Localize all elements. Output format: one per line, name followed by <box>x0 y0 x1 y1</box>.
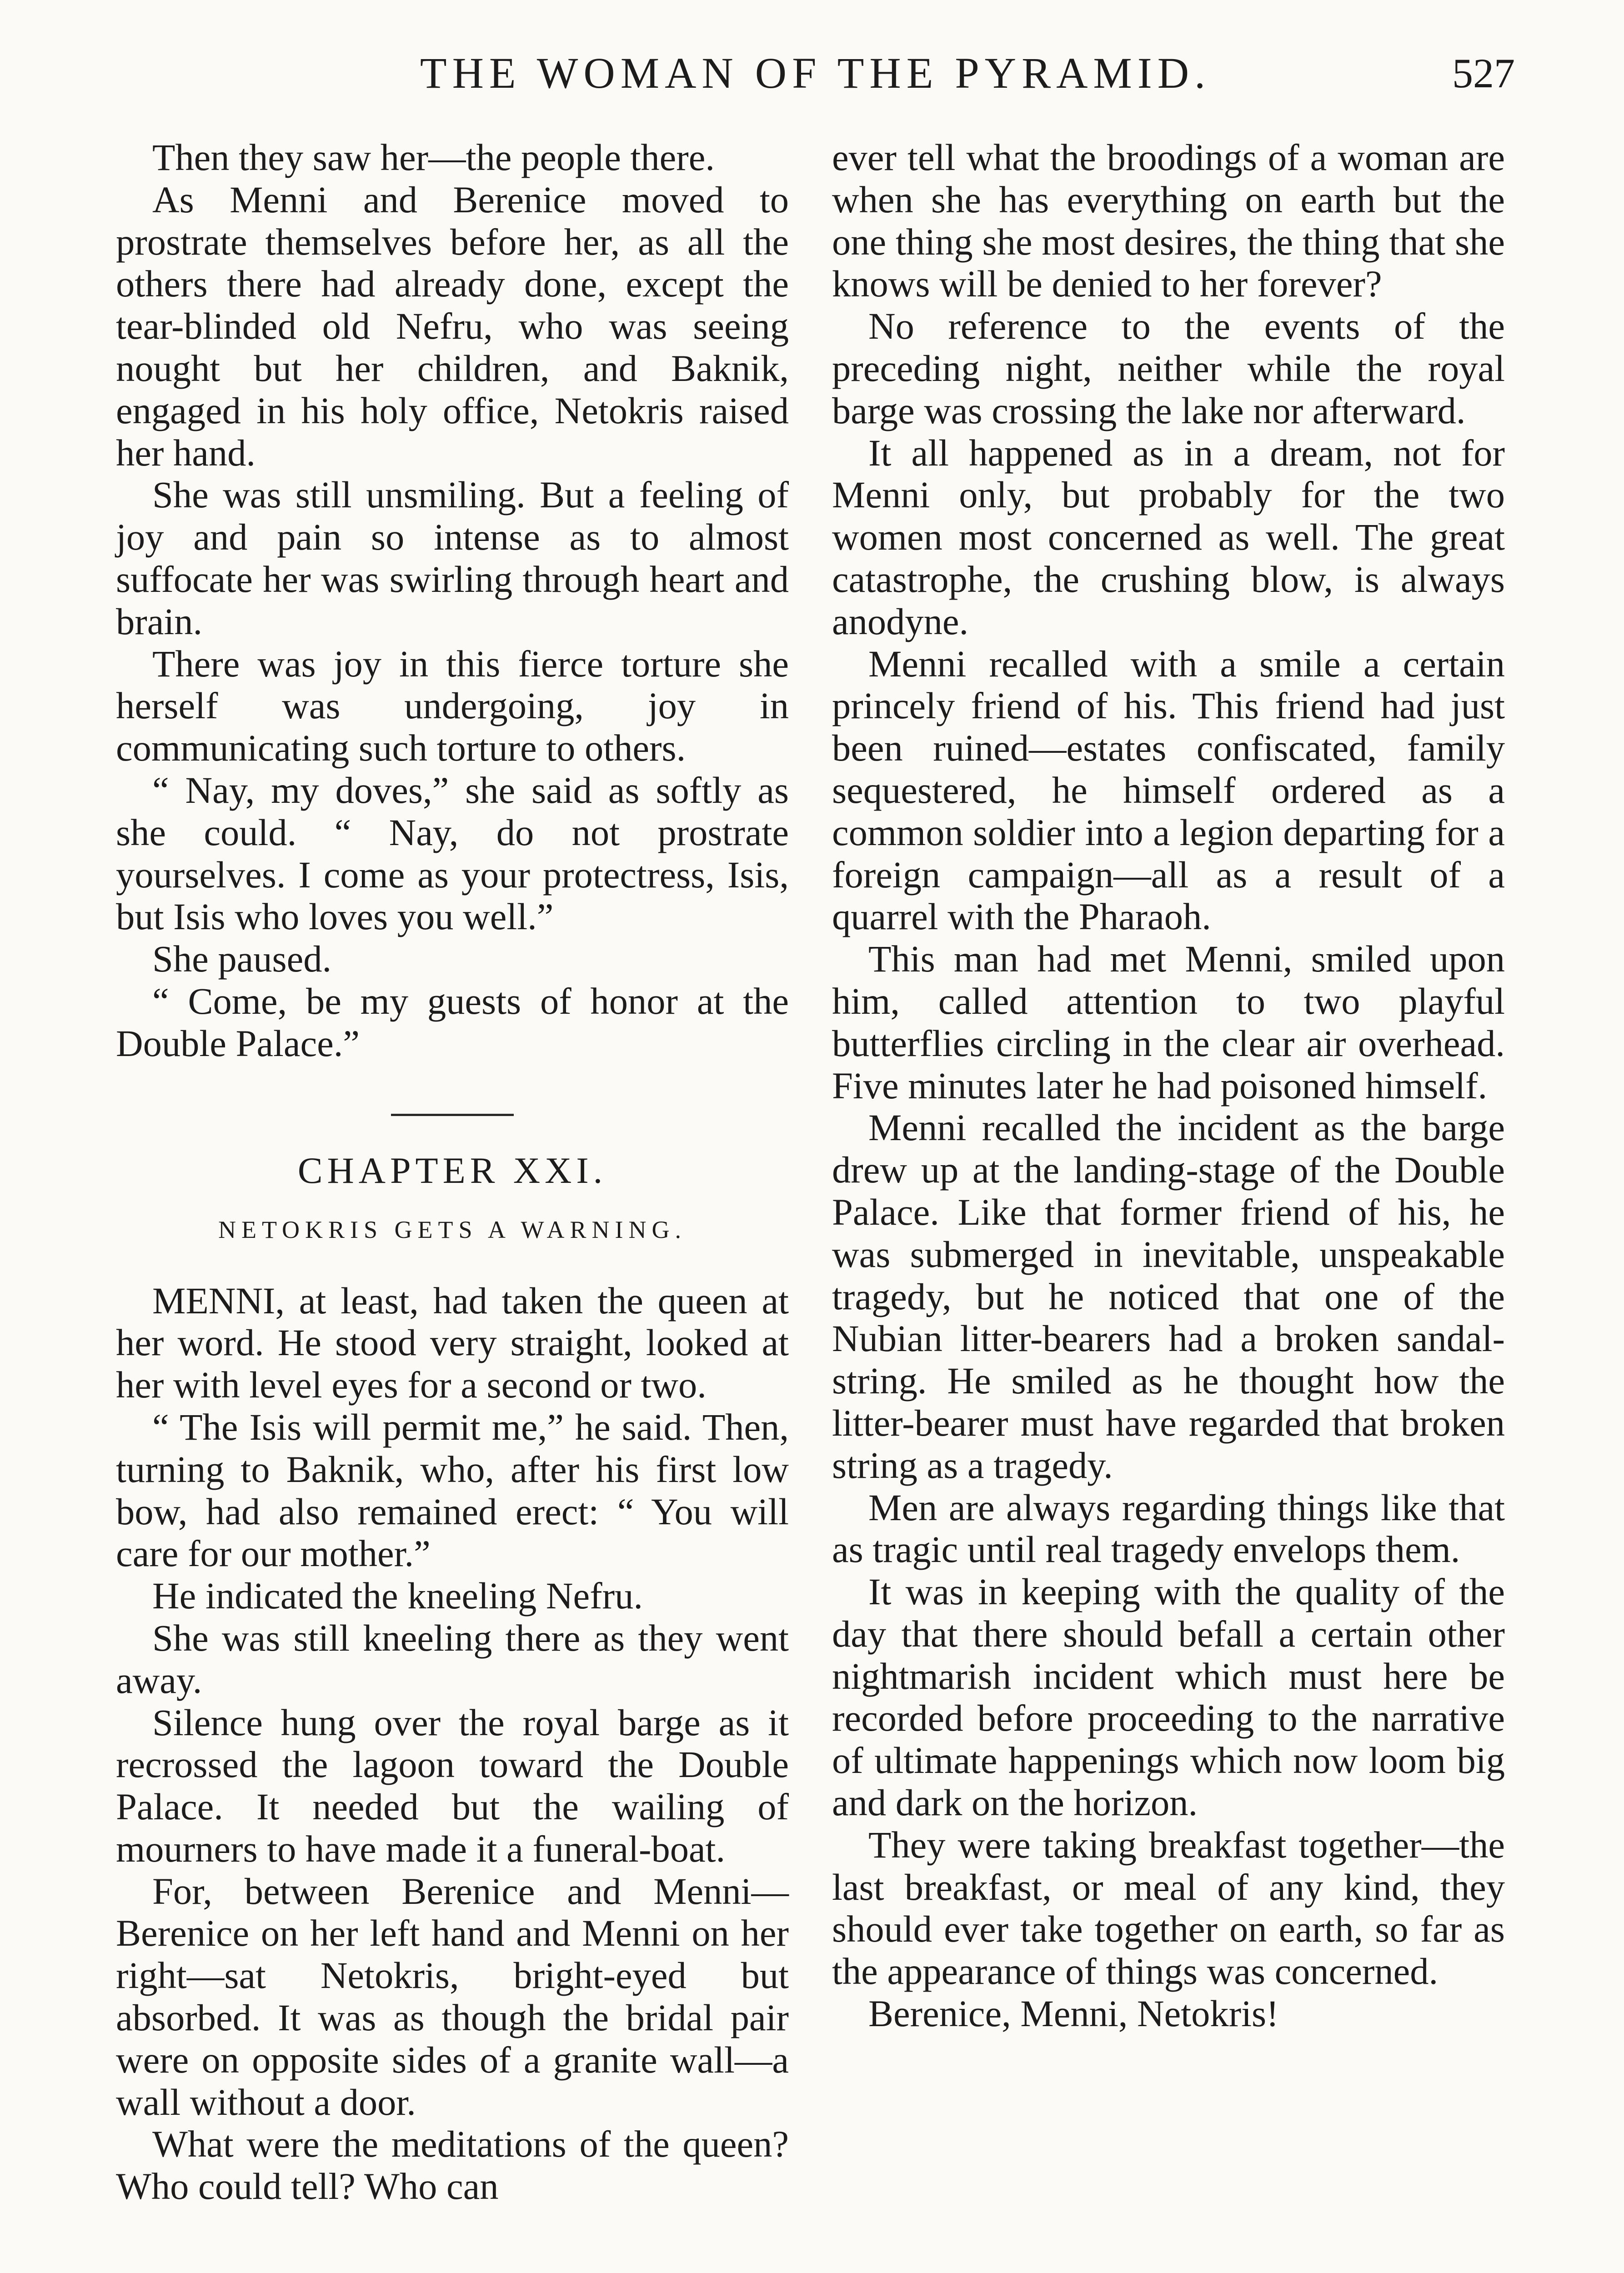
paragraph: What were the meditations of the queen? Who could tell? Who can <box>116 2123 789 2208</box>
paragraph: He indicated the kneeling Nefru. <box>152 1575 643 1617</box>
paragraph: Then they saw her—the people there. <box>152 136 715 178</box>
paragraph: She was still unsmiling. But a feeling of joy and pain so intense as to almost suffocate her was swirling through heart and brain. <box>116 474 789 642</box>
chapter-divider <box>391 1114 514 1116</box>
left-column <box>116 136 789 2208</box>
paragraph: Menni recalled the incident as the barge drew up at the landing-stage of the Double Palace. Like that former friend of his, he was submerged in inevitable, unspeakable tragedy, but he noticed that one of the Nubian litter-bearers had a broken sandal-string. He smiled as he thought how the litter-bearer must have regarded that broken string as a tragedy. <box>832 1106 1505 1486</box>
page-number: 527 <box>1452 50 1515 96</box>
page-header <box>116 44 1515 103</box>
paragraph: It all happened as in a dream, not for Menni only, but probably for the two women most concerned as well. The great catastrophe, the crushing blow, is always anodyne. <box>832 431 1505 642</box>
chapter-title: CHAPTER XXI. <box>297 1149 607 1191</box>
paragraph: It was in keeping with the quality of the day that there should befall a certain other nightmarish incident which must here be recorded before proceeding to the narrative of ultimate happenings which now loom big and dark on the horizon. <box>832 1571 1505 1824</box>
paragraph: “ Come, be my guests of honor at the Double Palace.” <box>116 980 789 1064</box>
paragraph: This man had met Menni, smiled upon him, called attention to two playful butterflies circling in the clear air overhead. Five minutes later he had poisoned himself. <box>832 938 1505 1106</box>
paragraph: Men are always regarding things like that as tragic until real tragedy envelops them. <box>832 1486 1505 1571</box>
chapter-subtitle: NETOKRIS GETS A WARNING. <box>218 1216 687 1243</box>
right-column <box>832 136 1505 2035</box>
paragraph: ever tell what the broodings of a woman are when she has everything on earth but the one thing she most desires, the thing that she knows will be denied to her forever? <box>832 136 1505 305</box>
paragraph: No reference to the events of the preceding night, neither while the royal barge was crossing the lake nor afterward. <box>832 305 1505 431</box>
paragraph: “ Nay, my doves,” she said as softly as she could. “ Nay, do not prostrate yourselves. I come as your protectress, Isis, but Isis who loves you well.” <box>116 769 789 938</box>
paragraph: MENNI, at least, had taken the queen at her word. He stood very straight, looked at her with level eyes for a second or two. <box>116 1279 789 1406</box>
paragraph: They were taking breakfast together—the last breakfast, or meal of any kind, they should ever take together on earth, so far as the appearance of things was concerned. <box>832 1823 1505 1993</box>
paragraph: Menni recalled with a smile a certain princely friend of his. This friend had just been ruined—estates confiscated, family sequestered, he himself ordered as a common soldier into a legion departing for a foreign campaign—all as a result of a quarrel with the Pharaoh. <box>832 642 1505 938</box>
paragraph: “ The Isis will permit me,” he said. Then, turning to Baknik, who, after his first low bow, had also remained erect: “ You will care for our mother.” <box>116 1406 789 1575</box>
paragraph: There was joy in this fierce torture she herself was undergoing, joy in communicating such torture to others. <box>116 642 789 769</box>
running-title: THE WOMAN OF THE PYRAMID. <box>420 49 1211 97</box>
paragraph: Berenice, Menni, Netokris! <box>868 1993 1279 2035</box>
paragraph: As Menni and Berenice moved to prostrate themselves before her, as all the others there had already done, except the tear-blinded old Nefru, who was seeing nought but her children, and Baknik, engaged in his holy office, Netokris raised her hand. <box>116 178 789 474</box>
paragraph: Silence hung over the royal barge as it recrossed the lagoon toward the Double Palace. It needed but the wailing of mourners to have made it a funeral-boat. <box>116 1701 789 1870</box>
paragraph: She was still kneeling there as they went away. <box>116 1617 789 1701</box>
paragraph: For, between Berenice and Menni—Berenice on her left hand and Menni on her right—sat Netokris, bright-eyed but absorbed. It was as though the bridal pair were on opposite sides of a granite wall—a wall without a door. <box>116 1870 789 2123</box>
paragraph: She paused. <box>152 938 332 980</box>
